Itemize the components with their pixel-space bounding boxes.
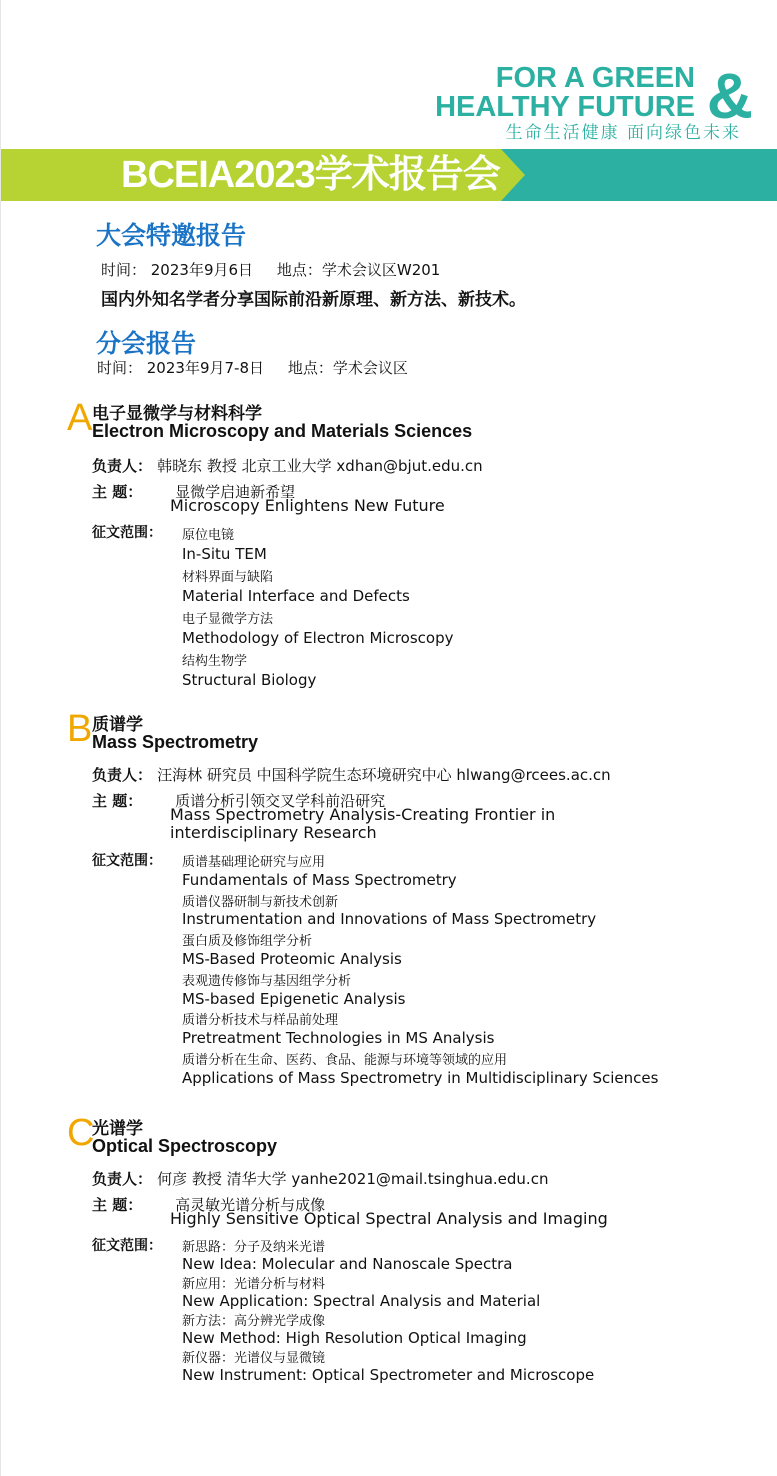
scope-item: New Method: High Resolution Optical Imaging — [182, 1328, 527, 1347]
slogan-line1: FOR A GREEN — [495, 62, 695, 94]
scope-label: 征文范围： — [92, 1238, 162, 1254]
scope-item: Fundamentals of Mass Spectrometry — [182, 870, 457, 889]
keynote-title: 大会特邀报告 — [96, 221, 247, 250]
sessions-meta: 时间： 2023年9月7-8日 地点：学术会议区 — [97, 359, 408, 377]
scope-item: 原位电镜 — [182, 528, 235, 543]
theme-en-1: Mass Spectrometry Analysis-Creating Frontier in — [170, 805, 556, 824]
lead-value: 何彦 教授 清华大学 yanhe2021@mail.tsinghua.edu.cn — [157, 1170, 549, 1188]
scope-item: 材料界面与缺陷 — [182, 570, 274, 585]
scope-item: 质谱仪器研制与新技术创新 — [182, 894, 339, 910]
scope-label: 征文范围： — [92, 853, 162, 869]
scope-item: MS-based Epigenetic Analysis — [182, 989, 406, 1008]
keynote-tagline: 国内外知名学者分享国际前沿新原理、新方法、新技术。 — [101, 290, 526, 310]
scope-item: 新方法：高分辨光学成像 — [182, 1314, 326, 1329]
scope-list — [182, 851, 658, 1089]
scope-item: Pretreatment Technologies in MS Analysis — [182, 1029, 495, 1048]
scope-item: New Application: Spectral Analysis and Material — [182, 1291, 541, 1310]
scope-item: 蛋白质及修饰组学分析 — [182, 934, 313, 950]
scope-item: 结构生物学 — [182, 654, 248, 669]
section-letter: C — [67, 1112, 95, 1154]
slogan-ampersand: & — [706, 60, 753, 132]
lead-value: 汪海林 研究员 中国科学院生态环境研究中心 hlwang@rcees.ac.cn — [157, 766, 611, 784]
section-title-en: Optical Spectroscopy — [92, 1136, 278, 1156]
lead-row — [92, 764, 611, 785]
scope-item: 质谱基础理论研究与应用 — [182, 855, 326, 870]
theme-cn: 高灵敏光谱分析与成像 — [175, 1196, 326, 1214]
scope-item: Methodology of Electron Microscopy — [182, 629, 454, 647]
theme-en: Highly Sensitive Optical Spectral Analysis and Imaging — [170, 1209, 608, 1228]
section-title-cn: 电子显微学与材料科学 — [92, 404, 262, 424]
scope-item: 质谱分析在生命、医药、食品、能源与环境等领域的应用 — [182, 1052, 508, 1068]
scope-item: 新仪器：光谱仪与显微镜 — [182, 1351, 326, 1366]
scope-list — [182, 1236, 594, 1384]
section-title-cn: 光谱学 — [92, 1119, 143, 1139]
section-letter: B — [67, 708, 93, 750]
scope-item: 电子显微学方法 — [182, 612, 274, 627]
scope-item: New Instrument: Optical Spectrometer and Microscope — [182, 1365, 595, 1384]
section-title-en: Mass Spectrometry — [92, 732, 259, 752]
slogan-line2: HEALTHY FUTURE — [435, 91, 695, 123]
lead-row — [92, 1168, 548, 1189]
scope-label: 征文范围： — [92, 525, 162, 541]
scope-item: In-Situ TEM — [182, 545, 267, 563]
section-letter: A — [67, 397, 93, 439]
slogan-cn: 生命生活健康 面向绿色未来 — [505, 123, 741, 143]
theme-en: Microscopy Enlightens New Future — [170, 496, 445, 515]
lead-row — [92, 455, 483, 476]
section-title-en: Electron Microscopy and Materials Sciences — [92, 421, 473, 441]
theme-cn: 显微学启迪新希望 — [175, 483, 296, 501]
scope-item: Applications of Mass Spectrometry in Multidisciplinary Sciences — [182, 1068, 659, 1087]
scope-item: 新思路：分子及纳米光谱 — [182, 1240, 326, 1255]
title-banner — [1, 149, 777, 201]
theme-en-2: interdisciplinary Research — [170, 823, 377, 842]
scope-item: 质谱分析技术与样品前处理 — [182, 1013, 339, 1029]
scope-item: Instrumentation and Innovations of Mass Spectrometry — [182, 910, 597, 929]
scope-item: Material Interface and Defects — [182, 587, 410, 605]
scope-item: MS-Based Proteomic Analysis — [182, 949, 402, 968]
theme-label: 主 题： — [92, 792, 143, 810]
scope-list — [182, 524, 453, 692]
scope-item: Structural Biology — [182, 671, 317, 689]
slogan — [435, 60, 753, 143]
lead-label: 负责人： — [92, 1170, 153, 1188]
theme-label: 主 题： — [92, 1196, 143, 1214]
lead-label: 负责人： — [92, 457, 153, 475]
theme-label: 主 题： — [92, 483, 143, 501]
theme-cn: 质谱分析引领交叉学科前沿研究 — [175, 792, 386, 810]
scope-item: 表观遗传修饰与基因组学分析 — [182, 973, 352, 989]
scope-item: New Idea: Molecular and Nanoscale Spectra — [182, 1254, 513, 1273]
lead-label: 负责人： — [92, 766, 153, 784]
lead-value: 韩晓东 教授 北京工业大学 xdhan@bjut.edu.cn — [157, 457, 483, 475]
section-title-cn: 质谱学 — [92, 715, 143, 735]
keynote-meta: 时间： 2023年9月6日 地点：学术会议区W201 — [101, 261, 441, 279]
sessions-title: 分会报告 — [96, 329, 197, 358]
scope-item: 新应用：光谱分析与材料 — [182, 1277, 326, 1292]
banner-title: BCEIA2023学术报告会 — [121, 154, 500, 196]
